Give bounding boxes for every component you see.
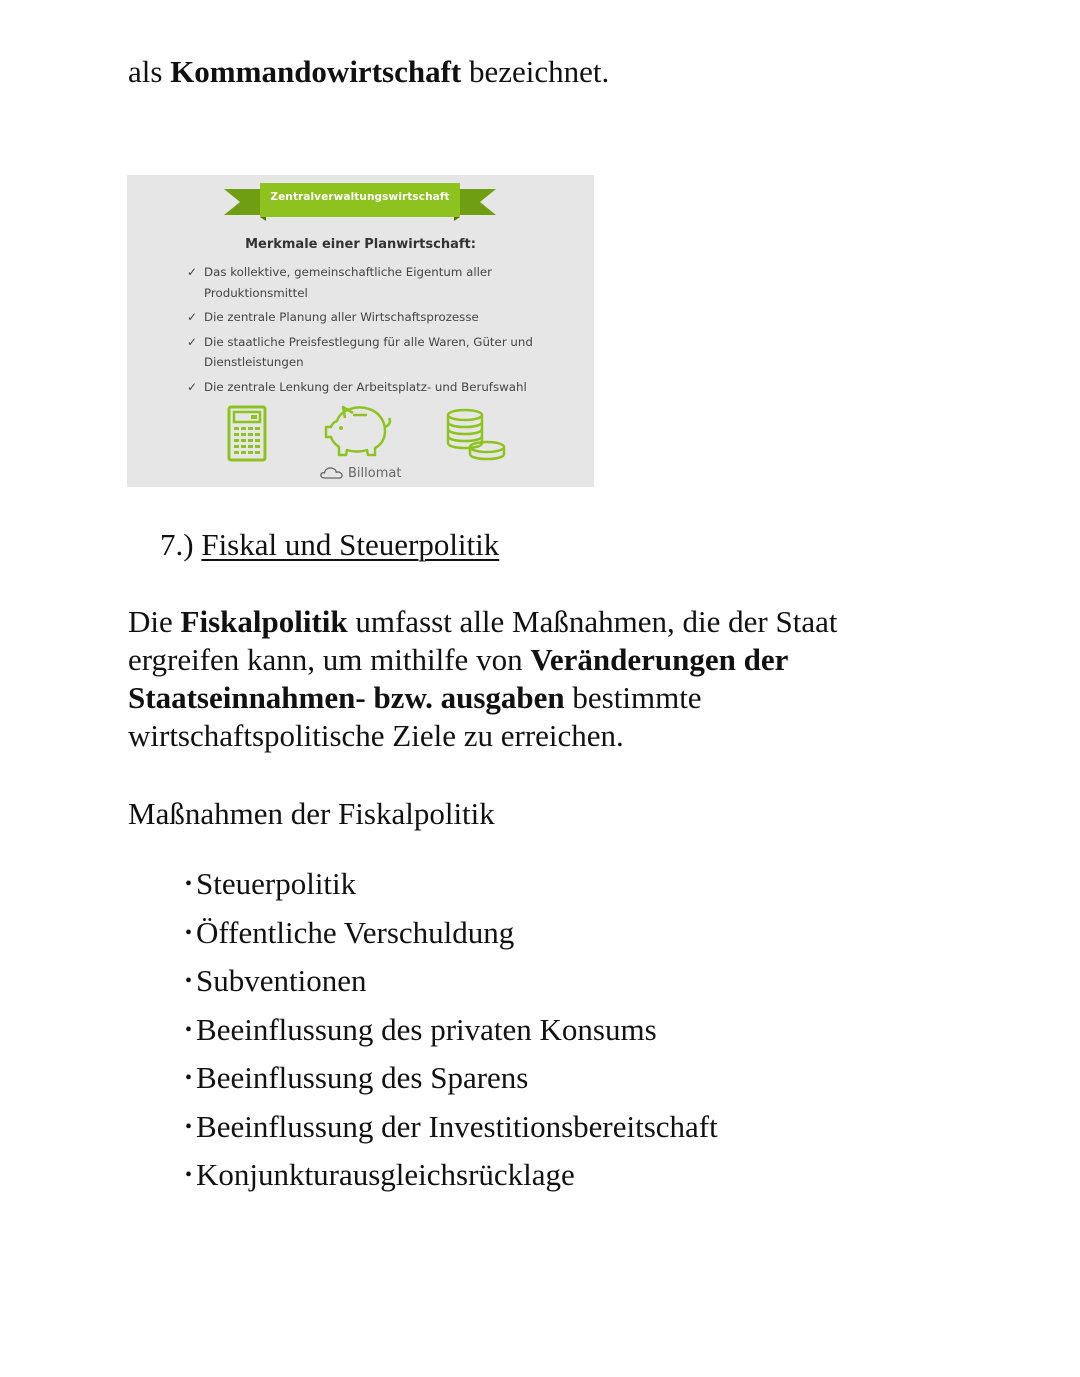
- intro-text-before: als: [128, 54, 171, 89]
- brand-logo: [319, 464, 401, 482]
- check-icon: ✓: [187, 379, 198, 394]
- intro-sentence: [128, 53, 609, 91]
- planwirtschaft-infographic: [127, 175, 594, 487]
- list-item: [187, 307, 577, 328]
- infographic-heading: Merkmale einer Planwirtschaft:: [245, 237, 476, 252]
- check-icon: ✓: [187, 310, 198, 324]
- check-icon: ✓: [187, 334, 198, 349]
- intro-bold-term: Kommandowirtschaft: [170, 54, 462, 89]
- bullet-icon: •: [185, 921, 193, 944]
- definition-line: [128, 679, 702, 717]
- measure-label: Beeinflussung der Investitionsbereitschaft: [196, 1108, 718, 1144]
- definition-line: [128, 641, 788, 679]
- list-item: [185, 1151, 718, 1200]
- check-icon: ✓: [187, 265, 198, 279]
- bullet-icon: •: [185, 873, 193, 895]
- list-item: [187, 332, 577, 373]
- bold-term: Veränderungen der: [530, 642, 789, 677]
- list-item: [187, 377, 577, 398]
- piggy-bank-icon: [323, 401, 393, 459]
- measure-label: Öffentliche Verschuldung: [196, 914, 515, 950]
- list-item: [185, 1006, 718, 1055]
- bullet-icon: •: [185, 1115, 193, 1138]
- list-item: [185, 909, 718, 958]
- measures-list: [185, 860, 718, 1200]
- text-span: ergreifen kann, um mithilfe von: [128, 642, 531, 677]
- text-span: wirtschaftspolitische Ziele zu erreichen.: [128, 718, 624, 753]
- section-title: Fiskal und Steuerpolitik: [201, 527, 500, 562]
- intro-text-after: bezeichnet.: [461, 54, 610, 89]
- text-span: Die: [128, 604, 181, 639]
- list-item: [185, 1054, 718, 1103]
- definition-line: [128, 603, 837, 641]
- measure-label: Beeinflussung des privaten Konsums: [196, 1011, 657, 1047]
- list-item: [185, 860, 718, 909]
- item-line: Die zentrale Lenkung der Arbeitsplatz- und Berufswahl: [204, 379, 527, 394]
- measure-label: Subventionen: [196, 963, 367, 998]
- brand-name: Billomat: [348, 465, 402, 481]
- bold-term: Fiskalpolitik: [180, 604, 348, 639]
- feature-list: [187, 262, 577, 401]
- coin-stack-icon: [445, 407, 507, 465]
- ribbon-label: Zentralverwaltungswirtschaft: [270, 191, 450, 203]
- section-heading: [160, 526, 499, 564]
- measure-label: Beeinflussung des Sparens: [196, 1060, 529, 1095]
- cloud-icon: [319, 466, 345, 480]
- bold-term: Staatseinnahmen- bzw. ausgaben: [128, 680, 565, 715]
- text-span: bestimmte: [564, 680, 702, 715]
- text-span: umfasst alle Maßnahmen, die der Staat: [347, 604, 838, 639]
- measure-label: Konjunkturausgleichsrücklage: [196, 1157, 575, 1192]
- list-item: [187, 262, 577, 303]
- item-line: Das kollektive, gemeinschaftliche Eigentum aller: [204, 265, 492, 279]
- bullet-icon: •: [185, 1018, 193, 1041]
- list-item: [185, 1103, 718, 1152]
- item-line: Produktionsmittel: [204, 285, 308, 300]
- item-line: Die zentrale Planung aller Wirtschaftsprozesse: [204, 310, 479, 324]
- definition-line: [128, 717, 624, 755]
- bullet-icon: •: [185, 1164, 193, 1186]
- list-item: [185, 957, 718, 1006]
- measures-heading: Maßnahmen der Fiskalpolitik: [128, 796, 495, 831]
- bullet-icon: •: [185, 1067, 193, 1089]
- measure-label: Steuerpolitik: [196, 866, 357, 901]
- calculator-icon: [227, 405, 267, 462]
- section-number: 7.): [160, 527, 194, 562]
- item-line: Die staatliche Preisfestlegung für alle Waren, Güter und: [204, 334, 533, 349]
- item-line: Dienstleistungen: [204, 355, 304, 369]
- bullet-icon: •: [185, 970, 193, 992]
